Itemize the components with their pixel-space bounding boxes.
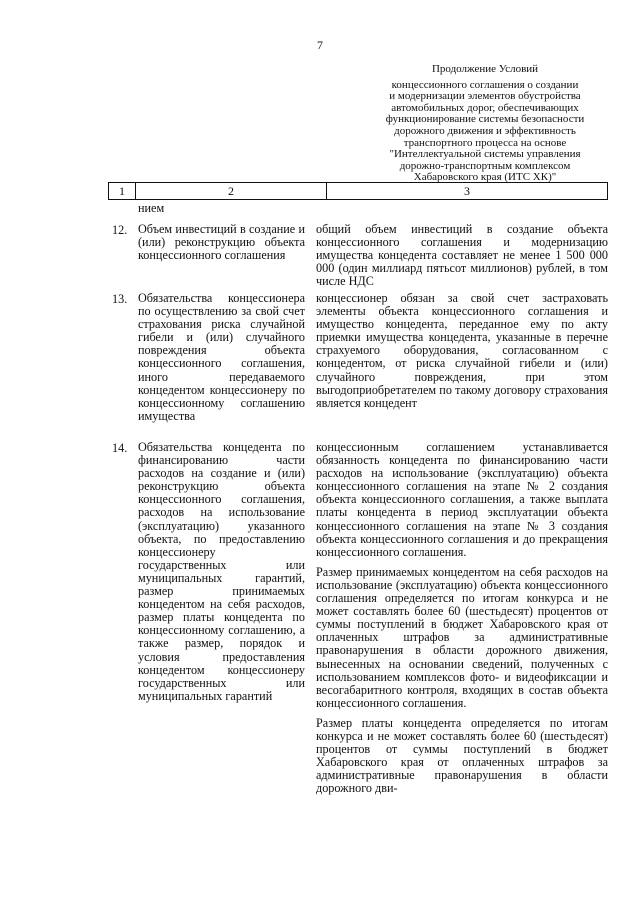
- row-subject: Обязательства концедента по финансированию части расходов на создание и (или) реконструкцию объекта концессионного соглашения, расходов на использование (эксплуатацию) указанного объекта, по предоставлению концессионеру государственных или муниципальных гарантий, размер принимаемых концедентом на себя расходов, размер платы концедента по концессионному соглашению, а также размер, порядок и условия предоставления концедентом концессионеру государственных или муниципальных гарантий: [138, 440, 305, 703]
- column-header-2: 2: [136, 183, 327, 200]
- document-header: [365, 64, 605, 184]
- row-content: [316, 441, 608, 802]
- row-number: 13.: [112, 292, 128, 306]
- header-line: дорожно-транспортным комплексом: [399, 159, 571, 172]
- header-line: и модернизации элементов обустройства: [389, 90, 581, 103]
- table-header: [108, 182, 608, 200]
- header-line: транспортного процесса на основе: [403, 136, 567, 149]
- header-line: концессионного соглашения о создании: [391, 78, 579, 91]
- header-line: дорожного движения и эффективность: [394, 124, 576, 137]
- header-line: функционирование системы безопасности: [385, 113, 585, 126]
- row-content: [316, 292, 608, 417]
- header-line: Хабаровского края (ИТС ХК)": [413, 171, 557, 184]
- column-header-1: 1: [109, 183, 136, 200]
- row-content: [316, 223, 608, 295]
- content-paragraph: концессионер обязан за свой счет застраховать элементы объекта концессионного соглашения и имущество концедента, переданное ему по акту приемки имущества концедента, указанные в перечне страхуемого оборудования, согласованном с концедентом, от риска случайной гибели и (или) случайного повреждения, при этом выгодоприобретателем по такому договору страхования является концедент: [316, 291, 608, 410]
- carryover-text: нием: [138, 201, 165, 215]
- page-number: 7: [317, 38, 323, 52]
- header-continuation: Продолжение Условий: [431, 63, 539, 75]
- content-paragraph: Размер платы концедента определяется по итогам конкурса и не может составлять более 60 (шестьдесят) процентов от суммы поступлений в бюджет Хабаровского края от оплаченных штрафов за административные правонарушения в области дорожного дви-: [316, 715, 608, 796]
- row-subject: Объем инвестиций в создание и (или) реконструкцию объекта концессионного соглашения: [138, 222, 305, 263]
- row-number: 12.: [112, 223, 128, 237]
- column-header-3: 3: [327, 183, 608, 200]
- row-number: 14.: [112, 441, 128, 455]
- header-line: "Интеллектуальной системы управления: [389, 148, 581, 161]
- row-subject: Обязательства концессионера по осуществлению за свой счет страхования риска случайной гибели и (или) случайного повреждения объекта концессионного соглашения, иного передаваемого концедентом концессионеру по концессионному соглашению имущества: [138, 291, 305, 423]
- header-line: автомобильных дорог, обеспечивающих: [391, 101, 579, 114]
- content-paragraph: концессионным соглашением устанавливается обязанность концедента по финансированию части расходов на использование (эксплуатацию) объекта концессионного соглашения на этапе № 2 создания объекта концессионного соглашения, а также выплата платы концедента в период эксплуатации объекта концессионного соглашения на этапе № 3 создания объекта концессионного соглашения и до прекращения концессионного соглашения.: [316, 440, 608, 559]
- content-paragraph: Размер принимаемых концедентом на себя расходов на использование (эксплуатацию) объекта концессионного соглашения определяется по итогам конкурса и не может составлять более 60 (шестьдесят) процентов от суммы поступлений в бюджет Хабаровского края от оплаченных штрафов за административные правонарушения в области дорожного движения, вынесенных на основании сведений, полученных с использованием комплексов фото- и видеофиксации и весогабаритного контроля, входящих в состав объекта концессионного соглашения.: [316, 564, 608, 710]
- content-paragraph: общий объем инвестиций в создание объекта концессионного соглашения и модернизацию имущества концедента составляет не менее 1 500 000 000 (один миллиард пятьсот миллионов) рублей, в том числе НДС: [316, 222, 608, 289]
